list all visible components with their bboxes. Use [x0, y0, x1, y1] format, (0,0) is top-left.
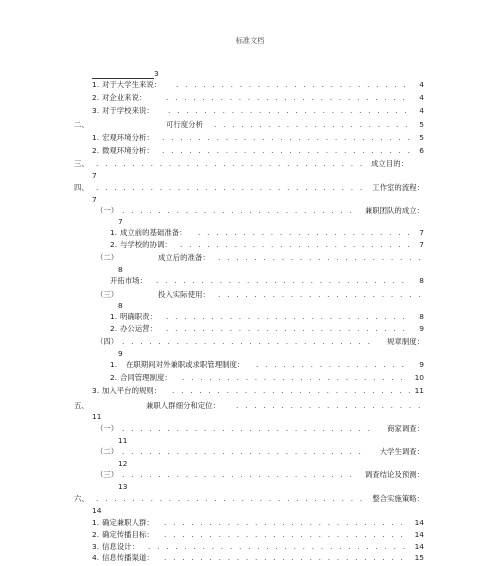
toc-page-continuation [118, 481, 138, 493]
toc-page-continuation [92, 170, 112, 182]
toc-number: 五、 [74, 401, 89, 410]
toc-leader [168, 105, 410, 117]
toc-page: 8 [118, 301, 123, 310]
toc-entry[interactable] [110, 323, 424, 335]
toc-leader [164, 552, 410, 564]
toc-entry[interactable] [96, 446, 424, 458]
toc-title: 对于大学生来说： [102, 80, 162, 89]
toc-entry[interactable] [74, 119, 424, 131]
toc-title: 投入实际使用： [158, 290, 210, 299]
toc-page: 5 [419, 120, 424, 129]
page-header: 标准文档 [235, 36, 265, 45]
toc-title: 工作室的流程： [372, 183, 424, 192]
toc-page-continuation [92, 411, 112, 423]
toc-entry[interactable] [96, 252, 424, 264]
toc-entry[interactable] [92, 92, 424, 104]
toc-entry[interactable] [96, 423, 424, 435]
toc-leader [172, 385, 410, 397]
toc-page: 14 [414, 542, 424, 551]
toc-leader [164, 529, 410, 541]
toc-leader [218, 252, 424, 264]
toc-number: （三） [96, 470, 119, 479]
toc-number: 2. [110, 240, 118, 249]
toc-page: 7 [92, 195, 97, 204]
toc-page: 14 [92, 506, 102, 515]
toc-page: 15 [414, 553, 424, 562]
toc-leader [162, 145, 410, 157]
toc-page: 12 [118, 459, 128, 468]
toc-leader [256, 359, 410, 371]
toc-page: 8 [419, 276, 424, 285]
toc-title: 大学生调查： [379, 447, 424, 456]
toc-title: 成立前的基础准备： [120, 228, 187, 237]
toc-leader [198, 227, 410, 239]
toc-leader [96, 493, 362, 505]
toc-number: 1. [110, 312, 118, 321]
toc-title: 成立目的： [371, 159, 408, 168]
toc-number: 四、 [74, 183, 89, 192]
toc-page: 7 [419, 228, 424, 237]
toc-title: 信息传播渠道： [102, 553, 154, 562]
toc-number: （一） [96, 424, 119, 433]
toc-title: 兼职团队的成立： [364, 206, 424, 215]
toc-entry[interactable] [96, 289, 424, 301]
toc-entry[interactable] [96, 336, 424, 348]
toc-number: 3. [92, 106, 100, 115]
toc-number: （二） [96, 253, 119, 262]
toc-number: 3. [92, 386, 100, 395]
toc-page: 9 [419, 360, 424, 369]
toc-entry[interactable] [92, 132, 424, 144]
toc-title: 办公运营： [120, 324, 157, 333]
toc-number: （三） [96, 290, 119, 299]
toc-title: 商家调查： [387, 424, 424, 433]
toc-leader [162, 132, 410, 144]
toc-leader [166, 323, 410, 335]
toc-page: 11 [118, 436, 128, 445]
toc-entry[interactable] [74, 493, 424, 505]
toc-number: 3. [92, 542, 100, 551]
toc-title: 宏观环境分析： [102, 133, 154, 142]
toc-page: 9 [118, 349, 123, 358]
toc-page: 10 [414, 373, 424, 382]
toc-page: 6 [419, 146, 424, 155]
toc-number: 4. [92, 553, 100, 562]
toc-leader [122, 423, 376, 435]
toc-number: 1. [110, 228, 118, 237]
toc-leader [182, 372, 410, 384]
toc-title: 微观环境分析： [102, 146, 154, 155]
toc-leader [166, 311, 410, 323]
toc-leader [180, 239, 410, 251]
toc-number: （一） [96, 206, 119, 215]
toc-page: 3 [154, 69, 159, 78]
toc-title: 调查结论及预测： [364, 470, 424, 479]
toc-entry[interactable] [110, 275, 424, 287]
toc-page: 14 [414, 518, 424, 527]
toc-title: 与学校的协调： [120, 240, 172, 249]
toc-entry[interactable] [92, 385, 424, 397]
toc-entry[interactable] [92, 79, 424, 91]
toc-entry[interactable] [96, 205, 424, 217]
toc-entry[interactable] [92, 517, 424, 529]
toc-leader [96, 182, 362, 194]
toc-title: 对企业来说： [102, 93, 147, 102]
toc-title: 可行度分析 [166, 120, 203, 129]
toc-entry[interactable] [110, 239, 424, 251]
toc-title: 开拓市场： [110, 276, 147, 285]
toc-page: 7 [118, 217, 123, 226]
toc-page: 11 [92, 412, 102, 421]
toc-number: 2. [92, 530, 100, 539]
toc-page: 9 [419, 324, 424, 333]
toc-entry[interactable] [74, 158, 408, 170]
toc-entry[interactable] [110, 372, 424, 384]
toc-leader [96, 158, 368, 170]
toc-page: 11 [414, 386, 424, 395]
toc-leader [122, 205, 352, 217]
toc-number: 1. [92, 133, 100, 142]
toc-number: 2. [110, 373, 118, 382]
toc-page: 13 [118, 482, 128, 491]
toc-title: 信息设计： [102, 542, 139, 551]
toc-number: （四） [96, 337, 119, 346]
toc-page: 5 [419, 133, 424, 142]
toc-title: 在职期间对外兼职或求职管理制度： [126, 360, 245, 369]
toc-page: 14 [414, 530, 424, 539]
toc-leader [236, 400, 424, 412]
toc-title: 确定传播目标： [102, 530, 154, 539]
toc-leader [214, 119, 410, 131]
toc-page: 4 [419, 80, 424, 89]
toc-number: 1. [92, 518, 100, 527]
toc-number: 三、 [74, 159, 89, 168]
toc-title: 规章制度： [387, 337, 424, 346]
toc-number: 2. [92, 146, 100, 155]
toc-page: 8 [118, 265, 123, 274]
toc-page-continuation [92, 505, 112, 517]
toc-number: 二、 [74, 120, 89, 129]
toc-entry[interactable] [74, 400, 424, 412]
toc-title: 合同管理制度： [120, 373, 172, 382]
toc-title: 明确职责： [120, 312, 157, 321]
toc-title: 对于学校来说： [102, 106, 154, 115]
toc-title: 加入平台的规则： [102, 386, 162, 395]
toc-entry[interactable] [92, 552, 424, 564]
toc-leader [156, 275, 410, 287]
toc-leader [176, 79, 410, 91]
toc-number: 1. [110, 360, 118, 369]
toc-entry[interactable] [92, 529, 424, 541]
toc-entry[interactable] [96, 469, 424, 481]
toc-entry[interactable] [110, 359, 424, 371]
toc-number: 六、 [74, 494, 89, 503]
toc-page: 7 [419, 240, 424, 249]
toc-entry[interactable] [92, 105, 424, 117]
toc-number: 2. [110, 324, 118, 333]
toc-page: 4 [419, 106, 424, 115]
toc-page: 4 [419, 93, 424, 102]
toc-leader [164, 517, 410, 529]
toc-leader [122, 336, 376, 348]
toc-number: （二） [96, 447, 119, 456]
toc-entry[interactable] [110, 311, 424, 323]
toc-leader [122, 469, 354, 481]
toc-title: 成立后的准备： [158, 253, 210, 262]
toc-number: 1. [92, 80, 100, 89]
toc-title: 确定兼职人群： [102, 518, 154, 527]
toc-entry[interactable] [74, 182, 424, 194]
toc-leader [218, 289, 424, 301]
toc-title: 兼职人群细分和定位： [146, 401, 220, 410]
toc-entry[interactable] [110, 227, 424, 239]
toc-page: 8 [419, 312, 424, 321]
toc-leader [122, 446, 368, 458]
toc-entry[interactable] [92, 145, 424, 157]
toc-title: 整合实施策略： [372, 494, 424, 503]
toc-leader [166, 92, 410, 104]
toc-number: 2. [92, 93, 100, 102]
toc-page: 7 [92, 171, 97, 180]
